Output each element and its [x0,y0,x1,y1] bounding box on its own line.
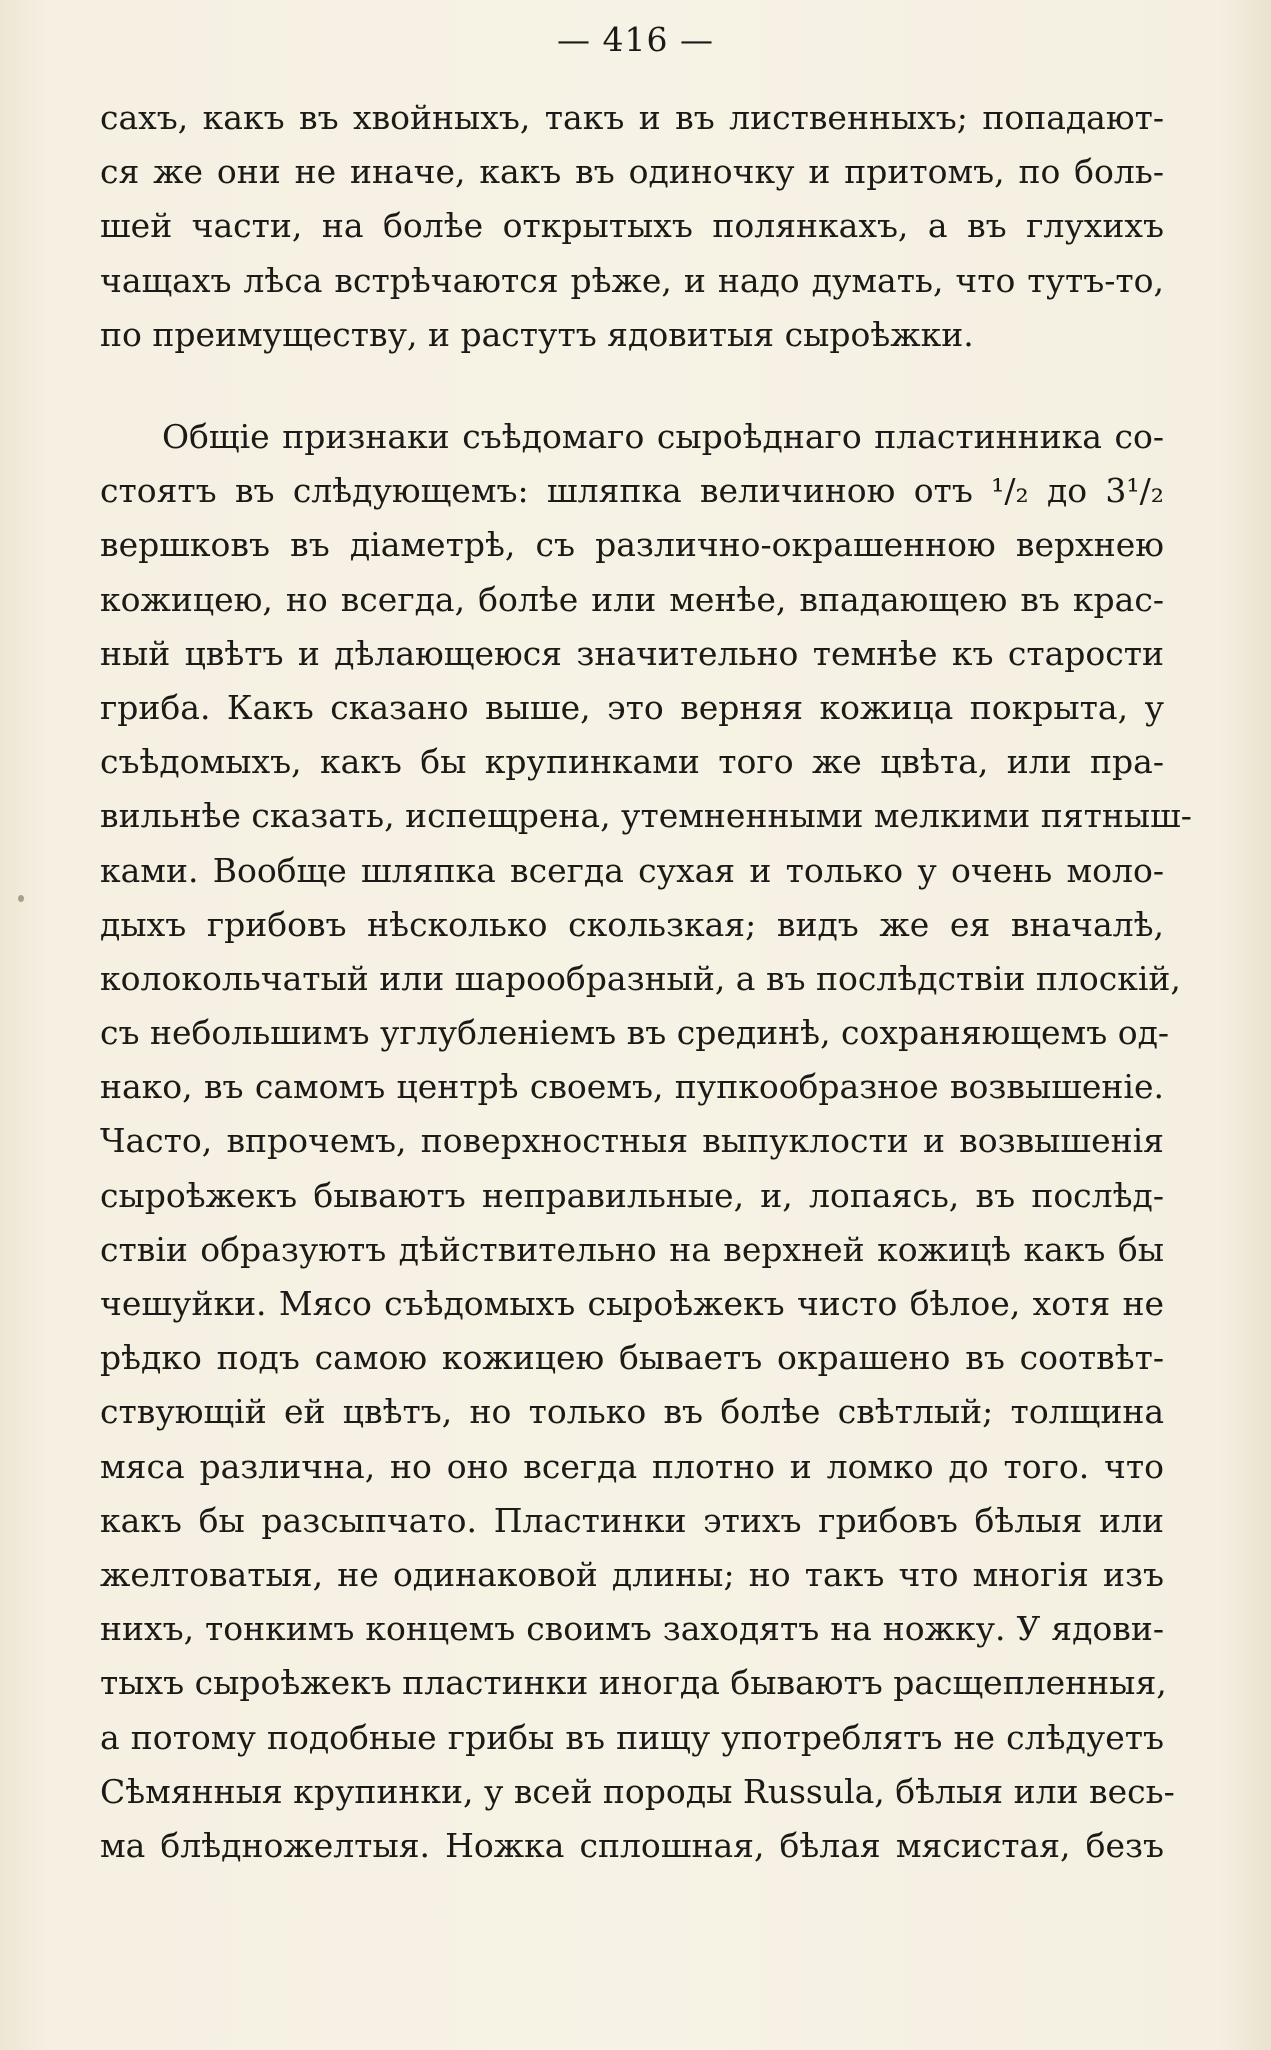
text-line: Общіе признаки съѣдомаго сыроѣднаго пластинника со- [162,417,1164,456]
paragraph-2 [100,410,1192,1873]
text-line: колокольчатый или шарообразный, а въ послѣдствіи плоскій, [100,958,1181,998]
paragraph-1 [100,91,1164,362]
text-line: тыхъ сыроѣжекъ пластинки иногда бываютъ расщепленныя, [100,1663,1167,1703]
text-line: Часто, впрочемъ, поверхностныя выпуклости и возвышенія [100,1121,1164,1161]
text-line: ствующій ей цвѣтъ, но только въ болѣе свѣтлый; толщина [100,1392,1164,1432]
text-line: по преимуществу, и растутъ ядовитыя сыроѣжки. [100,314,974,354]
text-line: нихъ, тонкимъ концемъ своимъ заходятъ на ножку. У ядови- [100,1609,1164,1649]
text-line: чешуйки. Мясо съѣдомыхъ сыроѣжекъ чисто бѣлое, хотя не [100,1284,1164,1323]
text-line: мяса различна, но оно всегда плотно и ломко до того. что [100,1446,1164,1486]
text-line: ками. Вообще шляпка всегда сухая и только у очень моло- [100,850,1164,890]
text-line: рѣдко подъ самою кожицею бываетъ окрашено въ соотвѣт- [100,1338,1164,1378]
text-line: чащахъ лѣса встрѣчаются рѣже, и надо думать, что тутъ-то, [100,260,1164,300]
text-line: съѣдомыхъ, какъ бы крупинками того же цвѣта, или пра- [100,742,1164,782]
text-line: съ небольшимъ углубленіемъ въ срединѣ, сохраняющемъ од- [100,1013,1170,1053]
text-line: кожицею, но всегда, болѣе или менѣе, впадающею въ крас- [100,579,1164,619]
text-line: гриба. Какъ сказано выше, это верняя кожица покрыта, у [100,687,1164,727]
text-line: Сѣмянныя крупинки, у всей породы Russula, бѣлыя или весь- [100,1771,1175,1811]
page-number: — 416 — [557,20,714,59]
text-line: сыроѣжекъ бываютъ неправильные, и, лопаясь, въ послѣд- [100,1175,1164,1215]
text-line: вильнѣе сказать, испещрена, утемненными мелкими пятныш- [100,796,1192,836]
paper-speck [18,895,24,902]
text-line: ствіи образуютъ дѣйствительно на верхней кожицѣ какъ бы [100,1229,1164,1269]
text-line: ма блѣдножелтыя. Ножка сплошная, бѣлая мясистая, безъ [100,1825,1164,1865]
text-line: желтоватыя, не одинаковой длины; но такъ что многія изъ [100,1554,1164,1594]
text-line: дыхъ грибовъ нѣсколько скользкая; видъ же ея вначалѣ, [100,904,1164,944]
text-line: ный цвѣтъ и дѣлающеюся значительно темнѣе къ старости [100,633,1164,673]
text-line: шей части, на болѣе открытыхъ полянкахъ, а въ глухихъ [100,206,1164,246]
text-line: ся же они не иначе, какъ въ одиночку и притомъ, по боль- [100,152,1164,192]
text-line: стоятъ въ слѣдующемъ: шляпка величиною отъ ¹/₂ до 3¹/₂ [100,471,1164,511]
text-line: нако, въ самомъ центрѣ своемъ, пупкообразное возвышеніе. [100,1067,1164,1107]
text-line: а потому подобные грибы въ пищу употреблятъ не слѣдуетъ [100,1717,1164,1757]
text-line: вершковъ въ діаметрѣ, съ различно-окрашенною верхнею [100,525,1164,565]
text-line: сахъ, какъ въ хвойныхъ, такъ и въ лиственныхъ; попадают- [100,98,1164,137]
text-line: какъ бы разсыпчато. Пластинки этихъ грибовъ бѣлыя или [100,1500,1164,1540]
